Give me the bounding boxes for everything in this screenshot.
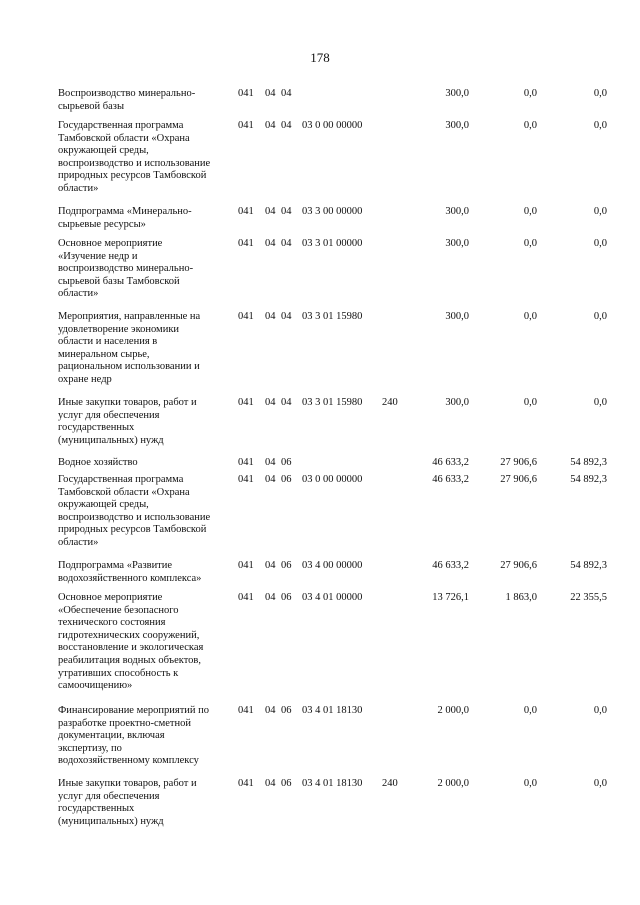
target-article-code: 03 3 01 15980: [302, 311, 363, 322]
row-name: Финансирование мероприятий по разработке проектно-сметной документации, включая экспертизу, по водохозяйственному комплексу: [58, 705, 210, 767]
subsection-code: 06: [281, 592, 292, 603]
subsection-code: 04: [281, 397, 292, 408]
section-code: 04: [265, 397, 276, 408]
row-name: Водное хозяйство: [58, 457, 138, 468]
amount-year-3: 0,0: [593, 705, 607, 716]
section-code: 04: [265, 457, 276, 468]
ved-code: 041: [238, 88, 254, 99]
target-article-code: 03 0 00 00000: [302, 120, 363, 131]
amount-year-3: 0,0: [593, 88, 607, 99]
section-code: 04: [265, 238, 276, 249]
section-code: 04: [265, 206, 276, 217]
amount-year-2: 0,0: [523, 88, 537, 99]
amount-year-2: 27 906,6: [500, 560, 537, 571]
section-code: 04: [265, 474, 276, 485]
ved-code: 041: [238, 592, 254, 603]
ved-code: 041: [238, 560, 254, 571]
subsection-code: 06: [281, 778, 292, 789]
target-article-code: 03 3 01 15980: [302, 397, 363, 408]
section-code: 04: [265, 705, 276, 716]
target-article-code: 03 3 01 00000: [302, 238, 363, 249]
ved-code: 041: [238, 457, 254, 468]
amount-year-3: 0,0: [593, 311, 607, 322]
ved-code: 041: [238, 778, 254, 789]
subsection-code: 06: [281, 705, 292, 716]
amount-year-1: 300,0: [445, 120, 469, 131]
subsection-code: 04: [281, 311, 292, 322]
row-name: Подпрограмма «Минерально- сырьевые ресурсы»: [58, 206, 192, 230]
amount-year-2: 0,0: [523, 311, 537, 322]
ved-code: 041: [238, 474, 254, 485]
amount-year-2: 0,0: [523, 120, 537, 131]
amount-year-2: 0,0: [523, 238, 537, 249]
amount-year-3: 0,0: [593, 397, 607, 408]
amount-year-2: 0,0: [523, 705, 537, 716]
row-name: Основное мероприятие «Изучение недр и воспроизводство минерально- сырьевой базы Тамбовской области»: [58, 238, 194, 300]
amount-year-3: 0,0: [593, 120, 607, 131]
amount-year-3: 0,0: [593, 238, 607, 249]
amount-year-2: 27 906,6: [500, 474, 537, 485]
amount-year-3: 54 892,3: [570, 474, 607, 485]
target-article-code: 03 4 01 18130: [302, 778, 363, 789]
row-name: Иные закупки товаров, работ и услуг для обеспечения государственных (муниципальных) нужд: [58, 397, 197, 446]
subsection-code: 04: [281, 120, 292, 131]
amount-year-2: 0,0: [523, 397, 537, 408]
amount-year-2: 27 906,6: [500, 457, 537, 468]
amount-year-1: 2 000,0: [437, 705, 469, 716]
row-name: Мероприятия, направленные на удовлетворение экономики области и населения в минеральном сырье, рациональном использовании и охране недр: [58, 311, 201, 385]
row-name: Государственная программа Тамбовской области «Охрана окружающей среды, воспроизводство и использование природных ресурсов Тамбовской области»: [58, 474, 211, 548]
subsection-code: 04: [281, 88, 292, 99]
ved-code: 041: [238, 397, 254, 408]
subsection-code: 06: [281, 457, 292, 468]
amount-year-3: 22 355,5: [570, 592, 607, 603]
target-article-code: 03 4 00 00000: [302, 560, 363, 571]
amount-year-3: 0,0: [593, 206, 607, 217]
row-name: Иные закупки товаров, работ и услуг для обеспечения государственных (муниципальных) нужд: [58, 778, 197, 827]
target-article-code: 03 0 00 00000: [302, 474, 363, 485]
section-code: 04: [265, 592, 276, 603]
amount-year-3: 54 892,3: [570, 457, 607, 468]
subsection-code: 04: [281, 206, 292, 217]
ved-code: 041: [238, 206, 254, 217]
target-article-code: 03 4 01 00000: [302, 592, 363, 603]
row-name: Основное мероприятие «Обеспечение безопасного технического состояния гидротехнических сооружений, восстановление и экологическая реабилитация водных объектов, утративших способность к самоочищению»: [58, 592, 204, 692]
amount-year-1: 46 633,2: [432, 457, 469, 468]
amount-year-1: 300,0: [445, 88, 469, 99]
amount-year-1: 300,0: [445, 397, 469, 408]
amount-year-1: 46 633,2: [432, 474, 469, 485]
amount-year-1: 13 726,1: [432, 592, 469, 603]
amount-year-1: 46 633,2: [432, 560, 469, 571]
amount-year-2: 0,0: [523, 206, 537, 217]
section-code: 04: [265, 778, 276, 789]
expense-type-code: 240: [382, 397, 398, 408]
section-code: 04: [265, 311, 276, 322]
page-number: 178: [310, 50, 330, 65]
ved-code: 041: [238, 120, 254, 131]
amount-year-1: 2 000,0: [437, 778, 469, 789]
amount-year-3: 54 892,3: [570, 560, 607, 571]
amount-year-2: 0,0: [523, 778, 537, 789]
expense-type-code: 240: [382, 778, 398, 789]
amount-year-1: 300,0: [445, 311, 469, 322]
row-name: Государственная программа Тамбовской области «Охрана окружающей среды, воспроизводство и использование природных ресурсов Тамбовской области»: [58, 120, 211, 194]
subsection-code: 06: [281, 474, 292, 485]
section-code: 04: [265, 120, 276, 131]
subsection-code: 04: [281, 238, 292, 249]
ved-code: 041: [238, 311, 254, 322]
target-article-code: 03 4 01 18130: [302, 705, 363, 716]
row-name: Подпрограмма «Развитие водохозяйственного комплекса»: [58, 560, 202, 584]
section-code: 04: [265, 560, 276, 571]
amount-year-3: 0,0: [593, 778, 607, 789]
row-name: Воспроизводство минерально- сырьевой базы: [58, 88, 196, 112]
subsection-code: 06: [281, 560, 292, 571]
amount-year-1: 300,0: [445, 238, 469, 249]
amount-year-1: 300,0: [445, 206, 469, 217]
ved-code: 041: [238, 705, 254, 716]
amount-year-2: 1 863,0: [505, 592, 537, 603]
ved-code: 041: [238, 238, 254, 249]
section-code: 04: [265, 88, 276, 99]
target-article-code: 03 3 00 00000: [302, 206, 363, 217]
